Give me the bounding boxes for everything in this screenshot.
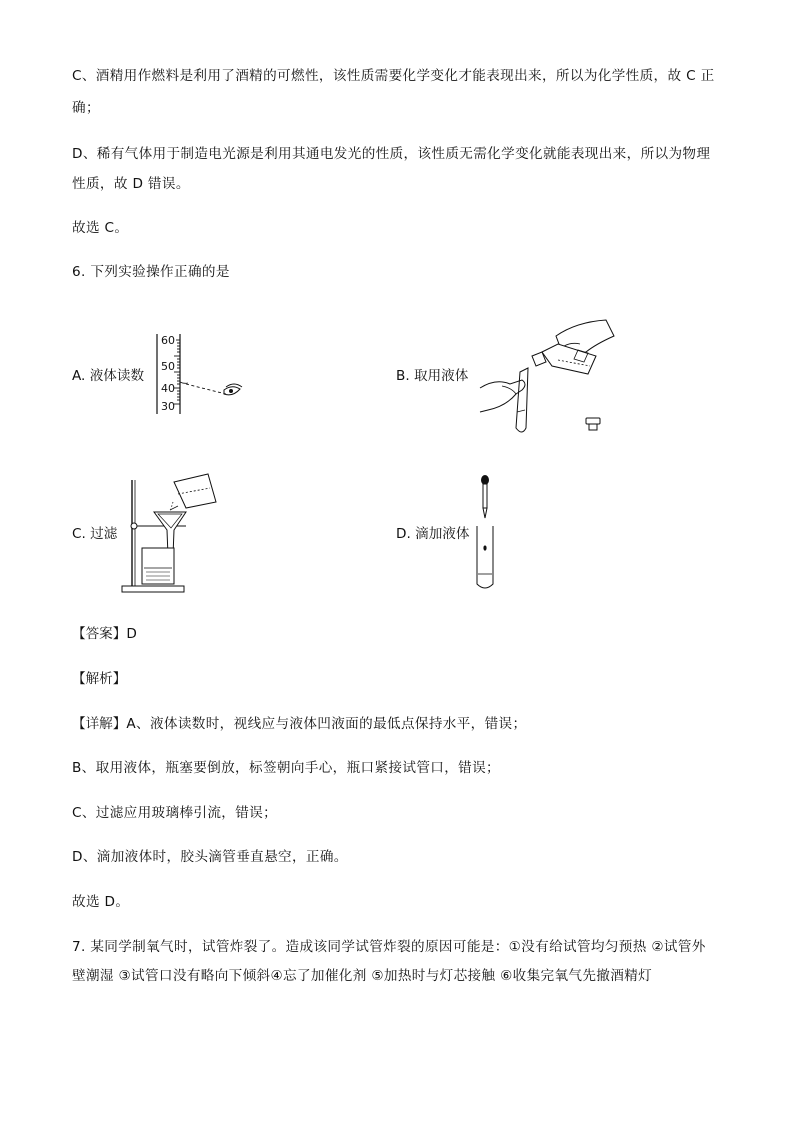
option-b-label: B. 取用液体 xyxy=(396,368,469,384)
pouring-liquid-figure xyxy=(476,316,626,436)
option-a-label: A. 液体读数 xyxy=(72,368,145,384)
eye-icon xyxy=(224,384,242,395)
dropper-icon xyxy=(481,475,489,518)
question-6-stem: 6. 下列实验操作正确的是 xyxy=(72,264,230,280)
detail-d-line: D、滴加液体时，胶头滴管垂直悬空，正确。 xyxy=(72,849,348,865)
option-c-label: C. 过滤 xyxy=(72,526,118,542)
question-6-conclusion: 故选 D。 xyxy=(72,894,130,910)
explanation-c-line1: C、酒精用作燃料是利用了酒精的可燃性，该性质需要化学变化才能表现出来，所以为化学性质，故 C 正 xyxy=(72,68,715,84)
detail-b-line: B、取用液体，瓶塞要倒放，标签朝向手心，瓶口紧接试管口，错误； xyxy=(72,760,500,776)
detail-a-line xyxy=(72,714,722,734)
dropper-test-tube-figure xyxy=(470,474,500,592)
explanation-d-line1: D、稀有气体用于制造电光源是利用其通电发光的性质，该性质无需化学变化就能表现出来，所以为物理 xyxy=(72,146,711,162)
detail-a-text: A、液体读数时，视线应与液体凹液面的最低点保持水平，错误； xyxy=(126,716,527,732)
bottle-stopper-icon xyxy=(586,418,600,430)
filtration-setup-figure xyxy=(118,472,222,596)
cylinder-tick-label: 40 xyxy=(161,382,175,395)
question-7-line2: 壁潮湿 ③试管口没有略向下倾斜④忘了加催化剂 ⑤加热时与灯芯接触 ⑥收集完氧气先撤酒精灯 xyxy=(72,968,653,984)
explanation-d-line2: 性质，故 D 错误。 xyxy=(72,176,190,192)
answer-value: D xyxy=(126,626,138,642)
detail-c-line: C、过滤应用玻璃棒引流，错误； xyxy=(72,805,278,821)
cylinder-tick-label: 60 xyxy=(161,334,175,347)
explanation-c-line2: 确； xyxy=(72,100,100,116)
question-7-line1: 7. 某同学制氧气时，试管炸裂了。造成该同学试管炸裂的原因可能是：①没有给试管均匀预热 ②试管外 xyxy=(72,939,706,955)
analysis-tag: 【解析】 xyxy=(72,671,127,687)
explanation-conclusion: 故选 C。 xyxy=(72,220,129,236)
option-d-label: D. 滴加液体 xyxy=(396,526,470,542)
answer-line xyxy=(72,624,722,644)
analysis-heading xyxy=(72,669,722,689)
cylinder-tick-label: 30 xyxy=(161,400,175,413)
graduated-cylinder-figure xyxy=(150,332,250,416)
detail-tag: 【详解】 xyxy=(72,716,127,732)
cylinder-tick-label: 50 xyxy=(161,360,175,373)
answer-tag: 【答案】 xyxy=(72,626,127,642)
